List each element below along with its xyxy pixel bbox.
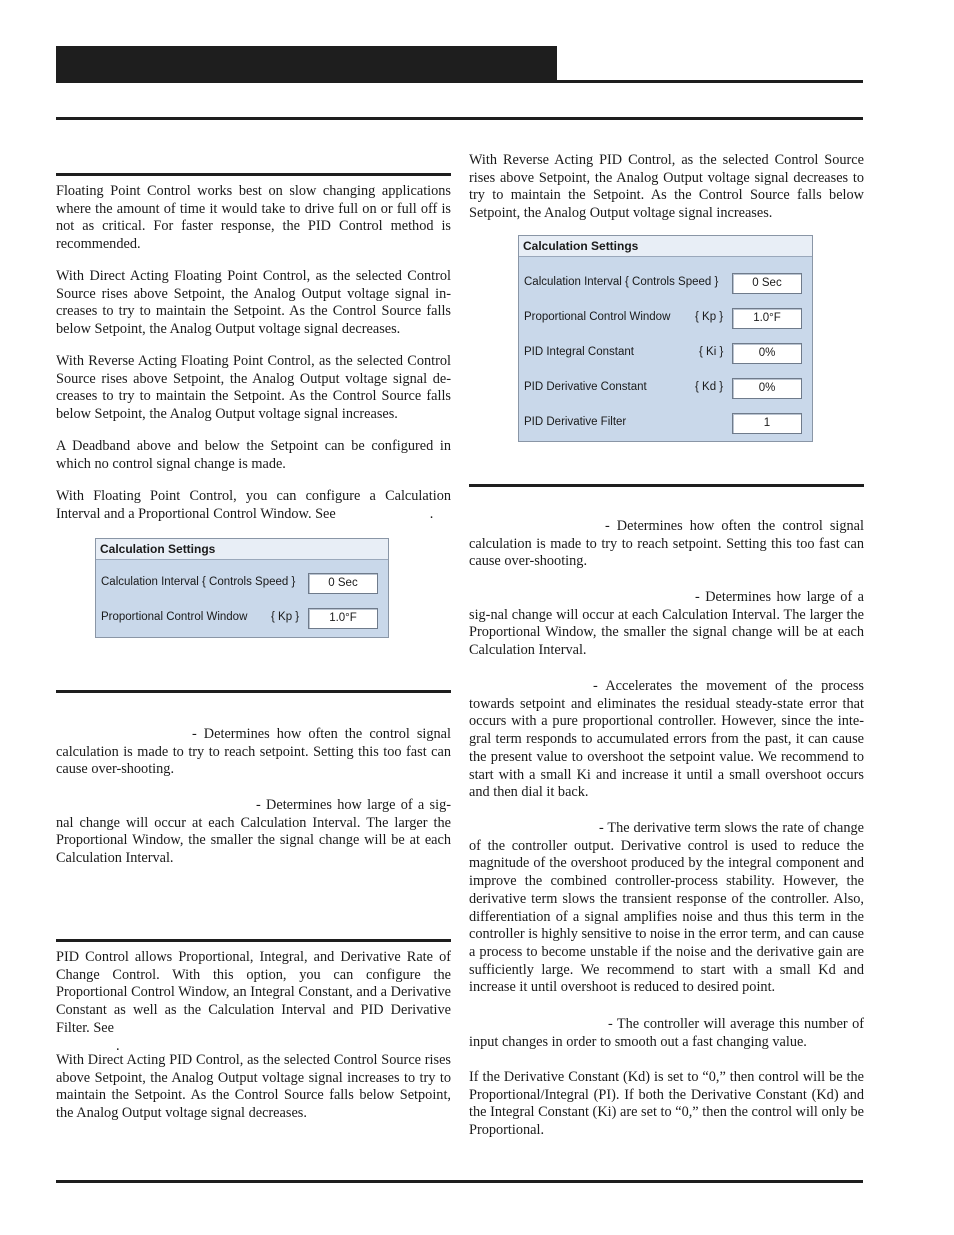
- derivative-filter-row: [519, 403, 812, 438]
- ki-symbol: { Ki }: [699, 346, 724, 358]
- section-rule-top: [56, 117, 863, 120]
- derivative-constant-label: PID Derivative Constant: [524, 381, 647, 393]
- section-rule-pid: [56, 939, 451, 942]
- kp-symbol: { Kp }: [271, 611, 300, 623]
- calc-interval-label: Calculation Interval { Controls Speed }: [524, 276, 719, 288]
- kd-symbol: { Kd }: [695, 381, 724, 393]
- footer-rule: [56, 1180, 863, 1183]
- pi-closing-paragraph: If the Derivative Constant (Kd) is set to “0,” then control will be the Proportional/Integral (PI). If both the Derivative Constant (Kd) and the Integral Constant (Ki) are set to “0,” then the control will only be Proportional.: [469, 1069, 864, 1139]
- prop-window-description: - Determines how large of a sig-nal change will occur at each Calculation Interval. The larger the Proportional Window, the smaller the signal change will be at each Calculation Interval.: [56, 797, 451, 867]
- calc-interval-field[interactable]: 0 Sec: [308, 573, 378, 594]
- section-rule-floating: [56, 173, 451, 176]
- integral-constant-description: - Accelerates the movement of the process towards setpoint and eliminates the residual steady-state error that occurs with a pure proportional controller. However, since the inte-gral term responds to accumulated errors from the past, it can cause the present value to overshoot the setpoint value. We recommend to start with a small Ki and increase it until a small overshoot occurs and then dial it back.: [469, 678, 864, 801]
- pid-reverse-paragraph: With Reverse Acting PID Control, as the selected Control Source rises above Setpoint, the Analog Output voltage signal decreases to try to maintain the Setpoint. As the Control Source falls below Setpoint, the Analog Output voltage signal increases.: [469, 152, 864, 222]
- kp-symbol: { Kp }: [695, 311, 724, 323]
- prop-window-label: Proportional Control Window: [101, 611, 248, 623]
- derivative-constant-description: - The derivative term slows the rate of change of the controller output. Derivative control is used to reduce the magnitude of the overshoot produced by the integral component and improve the combined controller-process stability. However, the derivative term slows the transient response of the controller. Also, differentiation of a signal amplifies noise and thus this term in the controller is highly sensitive to noise in the error term, and can cause a process to become unstable if the noise and the derivative gain are sufficiently large. We recommend to start with a small Kd and increase it until overshoot is reduced to desired point.: [469, 820, 864, 996]
- floating-config-paragraph: [56, 488, 451, 523]
- floating-intro-paragraph: Floating Point Control works best on slow changing applications where the amount of time it would take to drive full on or full off is not as critical. For faster response, the PID Control method is recommended.: [56, 183, 451, 253]
- pid-intro-paragraph: [56, 949, 451, 1055]
- pid-intro-text: PID Control allows Proportional, Integral, and Derivative Rate of Change Control. With this option, you can configure the Proportional Control Window, an Integral Constant, and a Derivative Constant as well as the Calculation Interval and PID Derivative Filter. See: [56, 949, 451, 1036]
- prop-window-row: [96, 598, 388, 633]
- deadband-paragraph: A Deadband above and below the Setpoint can be configured in which no control signal change is made.: [56, 438, 451, 472]
- derivative-constant-row: [519, 368, 812, 403]
- panel-title: Calculation Settings: [96, 539, 388, 560]
- calc-interval-row: [96, 563, 388, 598]
- calc-interval-row: [519, 263, 812, 298]
- floating-config-text: With Floating Point Control, you can configure a Calculation Interval and a Proportional Control Window. See: [56, 488, 451, 522]
- section-rule-floating-params: [56, 690, 451, 693]
- derivative-filter-field[interactable]: 1: [732, 413, 802, 434]
- integral-constant-label: PID Integral Constant: [524, 346, 634, 358]
- derivative-filter-label: PID Derivative Filter: [524, 416, 627, 428]
- derivative-filter-description: - The controller will average this number of input changes in order to smooth out a fast changing value.: [469, 1016, 864, 1050]
- floating-config-end: .: [429, 505, 434, 522]
- prop-window-label: Proportional Control Window: [524, 311, 671, 323]
- section-rule-pid-params: [469, 484, 864, 487]
- prop-window-field[interactable]: 1.0°F: [732, 308, 802, 329]
- prop-window-row: [519, 298, 812, 333]
- header-rule: [56, 80, 863, 83]
- integral-constant-row: [519, 333, 812, 368]
- integral-constant-field[interactable]: 0%: [732, 343, 802, 364]
- derivative-constant-field[interactable]: 0%: [732, 378, 802, 399]
- floating-calculation-settings-panel: [95, 538, 389, 638]
- calc-interval-field[interactable]: 0 Sec: [732, 273, 802, 294]
- header-bar: [56, 46, 557, 80]
- floating-direct-paragraph: With Direct Acting Floating Point Control, as the selected Control Source rises above Setpoint, the Analog Output voltage signal in-creases to try to maintain the Setpoint. As the Control Source falls below Setpoint, the Analog Output voltage signal decreases.: [56, 268, 451, 338]
- pid-calc-interval-description: - Determines how often the control signal calculation is made to try to reach setpoint. Setting this too fast can cause over-shooting.: [469, 518, 864, 570]
- calc-interval-label: Calculation Interval { Controls Speed }: [101, 576, 296, 588]
- calc-interval-description: - Determines how often the control signal calculation is made to try to reach setpoint. Setting this too fast can cause over-shooting.: [56, 726, 451, 778]
- pid-prop-window-description: - Determines how large of a sig-nal change will occur at each Calculation Interval. The larger the Proportional Window, the smaller the signal change will be at each Calculation Interval.: [469, 589, 864, 659]
- pid-intro-end: .: [116, 1037, 120, 1054]
- panel-title: Calculation Settings: [519, 236, 812, 257]
- floating-reverse-paragraph: With Reverse Acting Floating Point Control, as the selected Control Source rises above Setpoint, the Analog Output voltage signal de-creases to try to maintain the Setpoint. As the Control Source falls below Setpoint, the Analog Output voltage signal increases.: [56, 353, 451, 423]
- pid-calculation-settings-panel: [518, 235, 813, 442]
- prop-window-field[interactable]: 1.0°F: [308, 608, 378, 629]
- pid-direct-paragraph: With Direct Acting PID Control, as the selected Control Source rises above Setpoint, the Analog Output voltage signal increases to try to maintain the Setpoint. As the Control Source falls below Setpoint, the Analog Output voltage signal decreases.: [56, 1052, 451, 1122]
